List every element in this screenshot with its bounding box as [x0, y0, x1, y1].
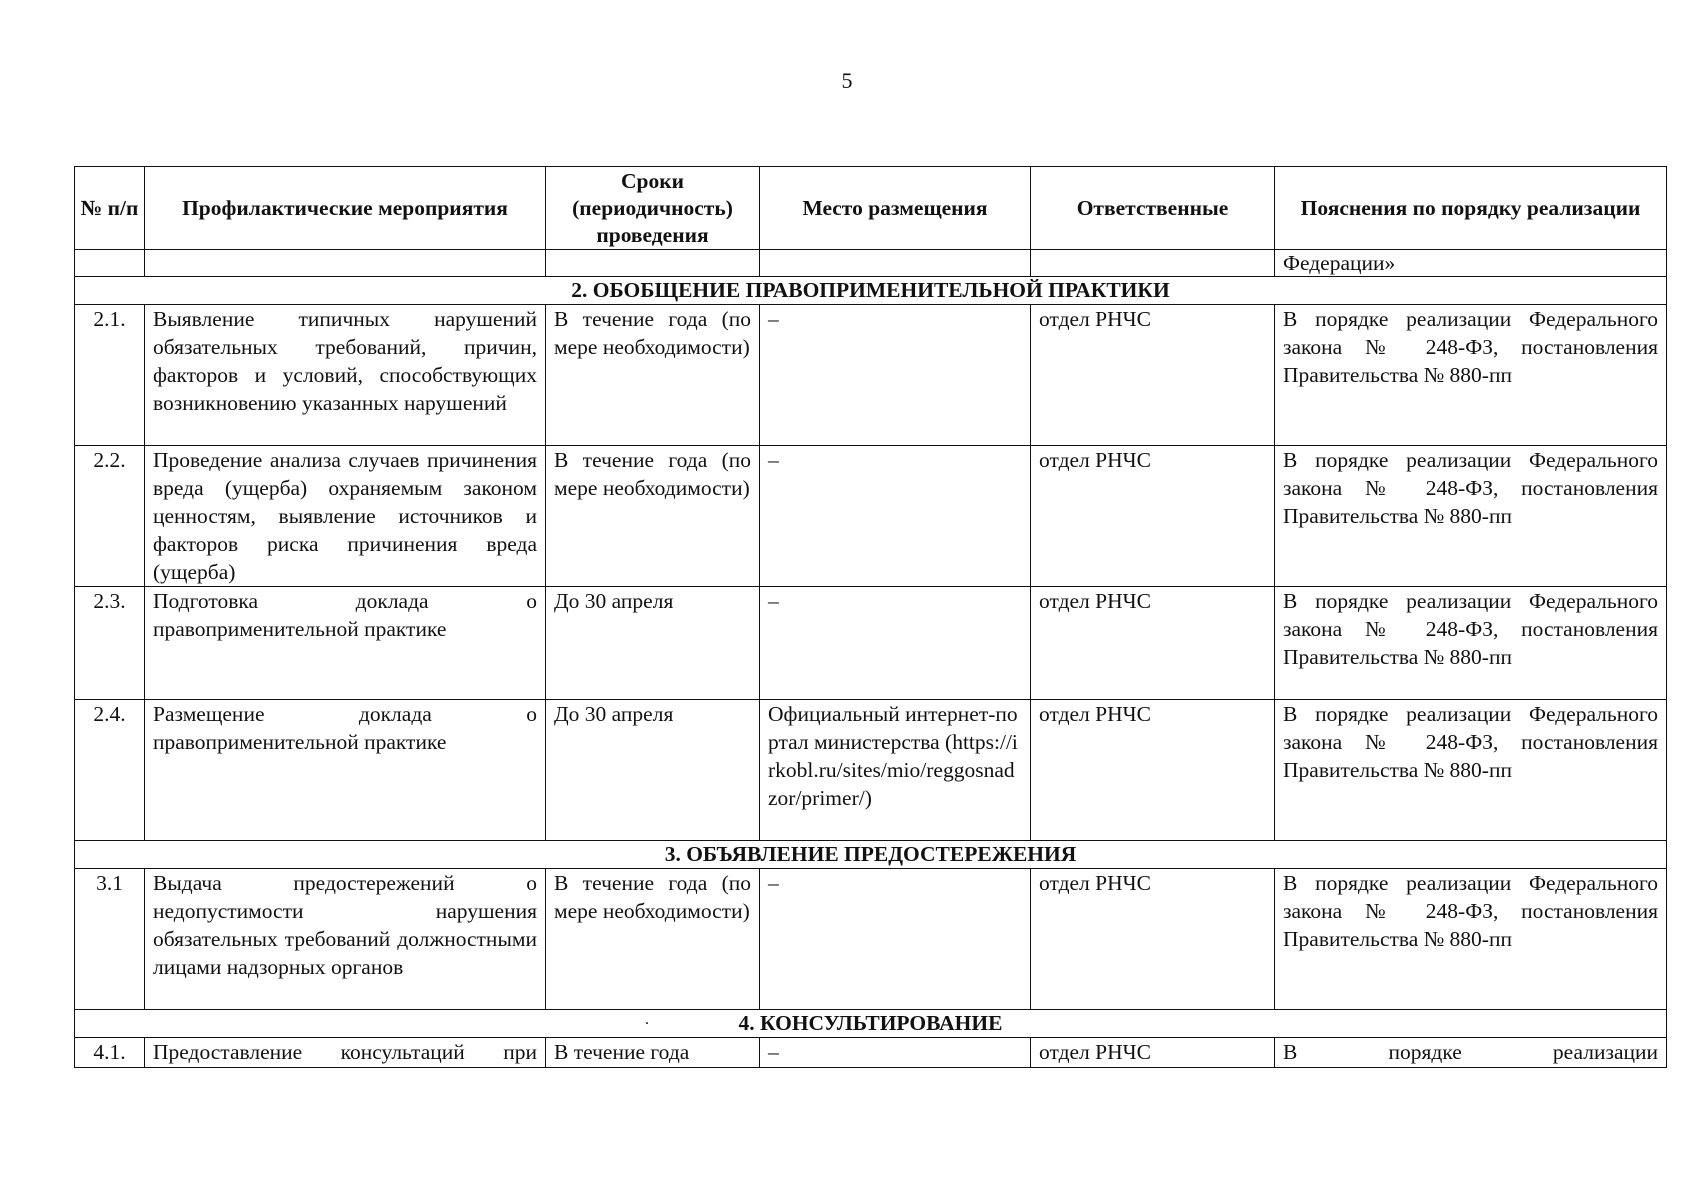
row-measure: Подготовка доклада о правоприменительной практике [145, 587, 546, 700]
row-responsible: отдел РНЧС [1031, 700, 1275, 841]
row-place: – [760, 869, 1031, 1010]
row-num: 3.1 [75, 869, 145, 1010]
header-num: № п/п [75, 167, 145, 250]
row-notes: В порядке реализации Федерального закона № 248-ФЗ, постановления Правительства № 880-пп [1275, 587, 1667, 700]
section-row [75, 841, 1667, 869]
row-notes: В порядке реализации Федерального закона № 248-ФЗ, постановления Правительства № 880-пп [1275, 869, 1667, 1010]
table-row [75, 446, 1667, 587]
row-responsible: отдел РНЧС [1031, 587, 1275, 700]
row-place: – [760, 1038, 1031, 1068]
header-place: Место размещения [760, 167, 1031, 250]
row-responsible: отдел РНЧС [1031, 1038, 1275, 1068]
row-responsible: отдел РНЧС [1031, 305, 1275, 446]
row-measure: Предоставление консультаций при [145, 1038, 546, 1068]
row-responsible: отдел РНЧС [1031, 869, 1275, 1010]
row-num: 4.1. [75, 1038, 145, 1068]
table-row [75, 305, 1667, 446]
row-responsible: отдел РНЧС [1031, 446, 1275, 587]
row-place: – [760, 446, 1031, 587]
row-num: 2.2. [75, 446, 145, 587]
row-notes: В порядке реализации [1275, 1038, 1667, 1068]
stray-dot: · [645, 1016, 650, 1030]
row-terms: В течение года (по мере необходимости) [546, 869, 760, 1010]
section-title-3: 3. ОБЪЯВЛЕНИЕ ПРЕДОСТЕРЕЖЕНИЯ [75, 841, 1667, 869]
section-row [75, 1010, 1667, 1038]
row-notes: В порядке реализации Федерального закона № 248-ФЗ, постановления Правительства № 880-пп [1275, 700, 1667, 841]
row-num: 2.3. [75, 587, 145, 700]
row-place: Официальный интернет-портал министерства (https://irkobl.ru/sites/mio/reggosnadzor/primer/) [760, 700, 1031, 841]
row-place: – [760, 305, 1031, 446]
row-terms: До 30 апреля [546, 587, 760, 700]
row-notes: В порядке реализации Федерального закона № 248-ФЗ, постановления Правительства № 880-пп [1275, 446, 1667, 587]
continuation-note: Федерации» [1275, 250, 1667, 277]
section-row [75, 277, 1667, 305]
table-row [75, 1038, 1667, 1068]
section-title-2: 2. ОБОБЩЕНИЕ ПРАВОПРИМЕНИТЕЛЬНОЙ ПРАКТИКИ [75, 277, 1667, 305]
row-num: 2.4. [75, 700, 145, 841]
table-row [75, 869, 1667, 1010]
header-measures: Профилактические мероприятия [145, 167, 546, 250]
row-notes: В порядке реализации Федерального закона № 248-ФЗ, постановления Правительства № 880-пп [1275, 305, 1667, 446]
table-row [75, 700, 1667, 841]
continuation-row [75, 250, 1667, 277]
section-title-4: 4. КОНСУЛЬТИРОВАНИЕ [738, 1011, 1003, 1035]
row-terms: В течение года (по мере необходимости) [546, 305, 760, 446]
row-num: 2.1. [75, 305, 145, 446]
row-measure: Размещение доклада о правоприменительной практике [145, 700, 546, 841]
row-terms: В течение года (по мере необходимости) [546, 446, 760, 587]
row-terms: До 30 апреля [546, 700, 760, 841]
header-responsible: Ответственные [1031, 167, 1275, 250]
table-header-row [75, 167, 1667, 250]
row-measure: Выявление типичных нарушений обязательных требований, причин, факторов и условий, способствующих возникновению указанных нарушений [145, 305, 546, 446]
row-terms: В течение года [546, 1038, 760, 1068]
row-measure: Выдача предостережений о недопустимости нарушения обязательных требований должностными лицами надзорных органов [145, 869, 546, 1010]
row-place: – [760, 587, 1031, 700]
header-terms: Сроки (периодичность) проведения [546, 167, 760, 250]
measures-table [74, 166, 1667, 1068]
table-row [75, 587, 1667, 700]
row-measure: Проведение анализа случаев причинения вреда (ущерба) охраняемым законом ценностям, выявление источников и факторов риска причинения вреда (ущерба) [145, 446, 546, 587]
header-notes: Пояснения по порядку реализации [1275, 167, 1667, 250]
page-number: 5 [841, 68, 853, 93]
